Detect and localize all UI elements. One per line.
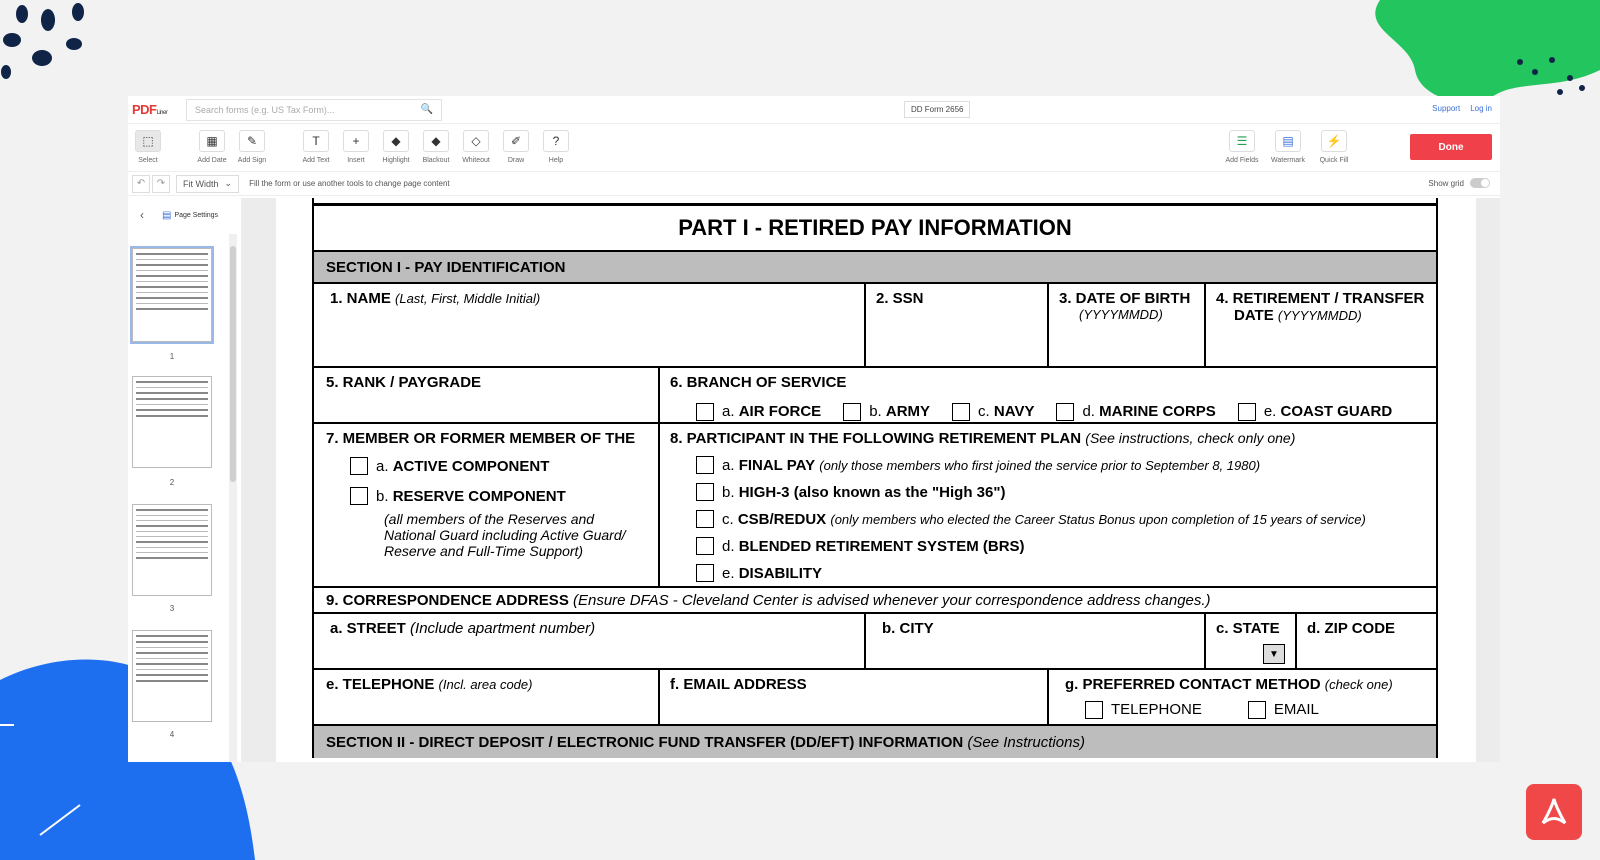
street-field[interactable]: a. STREET (Include apartment number) xyxy=(314,614,866,668)
undo-icon[interactable]: ↶ xyxy=(132,175,150,193)
telephone-field[interactable]: e. TELEPHONE (Incl. area code) xyxy=(314,670,660,724)
add-date-tool[interactable]: ▦ Add Date xyxy=(192,130,232,164)
checkbox[interactable] xyxy=(1238,403,1256,421)
fields-icon: ☰ xyxy=(1229,130,1255,152)
checkbox[interactable] xyxy=(696,510,714,528)
retirement-plan: 8. PARTICIPANT IN THE FOLLOWING RETIREMENT PLAN (See instructions, check only one) a. FINAL PAY (only those members who first joined the service prior to September 8, 1980) b. HIGH-3 (also known as the "High 36") c. CSB/REDUX (only members who elected the Career Status Bonus upon completion of 15 years of service) d. BLENDED RETIREMENT SYSTEM (BRS) e. DISABILITY xyxy=(660,424,1436,586)
text-icon: T xyxy=(303,130,329,152)
eraser-icon: ◇ xyxy=(463,130,489,152)
page-number: 4 xyxy=(169,730,175,739)
checkbox[interactable] xyxy=(696,456,714,474)
branch-option-marine-corps[interactable]: d. MARINE CORPS xyxy=(1056,403,1215,421)
plan-option-csb-redux[interactable]: c. CSB/REDUX (only members who elected the Career Status Bonus upon completion of 15 years of service) xyxy=(696,510,1426,528)
plan-option-brs[interactable]: d. BLENDED RETIREMENT SYSTEM (BRS) xyxy=(696,537,1426,555)
component-option-active[interactable]: a. ACTIVE COMPONENT xyxy=(350,457,648,475)
branch-option-navy[interactable]: c. NAVY xyxy=(952,403,1034,421)
ssn-field[interactable]: 2. SSN xyxy=(866,284,1049,366)
toolbar xyxy=(128,124,1500,172)
document-canvas xyxy=(242,198,1500,762)
pen-icon: ✐ xyxy=(503,130,529,152)
state-dropdown-icon[interactable]: ▼ xyxy=(1263,644,1285,664)
acrobat-icon xyxy=(1537,795,1571,829)
help-tool[interactable]: ? Help xyxy=(536,130,576,164)
branch-of-service: 6. BRANCH OF SERVICE a. AIR FORCE b. ARMY c. NAVY d. MARINE CORPS e. COAST GUARD xyxy=(670,374,1393,420)
checkbox[interactable] xyxy=(696,403,714,421)
pdf-page xyxy=(276,198,1476,762)
checkbox[interactable] xyxy=(696,483,714,501)
cursor-icon: ⬚ xyxy=(135,130,161,152)
reserve-note: (all members of the Reserves and National Guard including Active Guard/ Reserve and Full-Time Support) xyxy=(384,511,626,559)
part-title: PART I - RETIRED PAY INFORMATION xyxy=(314,206,1436,252)
add-sign-tool[interactable]: ✎ Add Sign xyxy=(232,130,272,164)
page-thumbnail-4[interactable] xyxy=(132,630,212,722)
search-input[interactable] xyxy=(186,99,442,121)
plan-option-disability[interactable]: e. DISABILITY xyxy=(696,564,1426,582)
done-button[interactable]: Done xyxy=(1410,134,1492,160)
help-icon: ? xyxy=(543,130,569,152)
checkbox[interactable] xyxy=(1248,701,1266,719)
select-tool[interactable]: ⬚ Select xyxy=(128,130,168,164)
redo-icon[interactable]: ↷ xyxy=(152,175,170,193)
page-number: 3 xyxy=(169,604,175,613)
add-fields-tool[interactable]: ☰ Add Fields xyxy=(1222,130,1262,164)
section-heading: SECTION II - DIRECT DEPOSIT / ELECTRONIC FUND TRANSFER (DD/EFT) INFORMATION (See Instructions) xyxy=(314,726,1436,758)
member-component: 7. MEMBER OR FORMER MEMBER OF THE a. ACTIVE COMPONENT b. RESERVE COMPONENT (all members of the Reserves and National Guard including Active Guard/ Reserve and Full-Time Support) xyxy=(314,424,660,586)
plan-option-final-pay[interactable]: a. FINAL PAY (only those members who first joined the service prior to September 8, 1980) xyxy=(696,456,1426,474)
plan-option-high-3[interactable]: b. HIGH-3 (also known as the "High 36") xyxy=(696,483,1426,501)
calendar-icon: ▦ xyxy=(199,130,225,152)
checkbox[interactable] xyxy=(952,403,970,421)
chevron-down-icon: ⌄ xyxy=(224,178,233,188)
decorative-dots-topleft xyxy=(0,0,110,90)
hint-text: Fill the form or use another tools to change page content xyxy=(249,179,450,188)
search-icon[interactable]: 🔍 xyxy=(420,104,433,115)
retirement-date-field[interactable]: 4. RETIREMENT / TRANSFER DATE (YYYYMMDD) xyxy=(1216,290,1425,324)
lightning-icon: ⚡ xyxy=(1321,130,1347,152)
whiteout-tool[interactable]: ◇ Whiteout xyxy=(456,130,496,164)
top-bar xyxy=(128,96,1500,124)
editor-window xyxy=(128,96,1500,762)
page-thumbnails-panel xyxy=(128,198,242,762)
component-option-reserve[interactable]: b. RESERVE COMPONENT xyxy=(350,487,648,505)
zip-code-field[interactable]: d. ZIP CODE xyxy=(1307,620,1396,637)
preferred-contact-method: g. PREFERRED CONTACT METHOD (check one) TELEPHONE EMAIL xyxy=(1065,676,1393,718)
page-settings-icon: ▤ xyxy=(162,209,172,221)
show-grid-label: Show grid xyxy=(1428,178,1464,188)
page-number: 2 xyxy=(169,478,175,487)
page-settings-button[interactable]: ▤ Page Settings xyxy=(162,209,219,221)
add-text-tool[interactable]: T Add Text xyxy=(296,130,336,164)
dd-form-2656 xyxy=(312,198,1438,758)
thumbnail-scrollbar[interactable] xyxy=(229,234,237,762)
highlight-tool[interactable]: ◆ Highlight xyxy=(376,130,416,164)
checkbox[interactable] xyxy=(350,487,368,505)
watermark-tool[interactable]: ▤ Watermark xyxy=(1268,130,1308,164)
page-thumbnail-3[interactable] xyxy=(132,504,212,596)
page-thumbnail-1[interactable] xyxy=(132,248,212,342)
decorative-green-blob xyxy=(1320,0,1600,100)
plus-icon: + xyxy=(343,130,369,152)
contact-option-email[interactable]: EMAIL xyxy=(1248,701,1319,719)
date-of-birth-field[interactable]: 3. DATE OF BIRTH (YYYYMMDD) xyxy=(1049,284,1206,366)
name-field[interactable]: 1. NAME (Last, First, Middle Initial) xyxy=(314,284,866,366)
contact-option-telephone[interactable]: TELEPHONE xyxy=(1085,701,1202,719)
app-logo[interactable]: PDFLiner xyxy=(132,102,168,117)
blackout-tool[interactable]: ◆ Blackout xyxy=(416,130,456,164)
insert-tool[interactable]: + Insert xyxy=(336,130,376,164)
quick-fill-tool[interactable]: ⚡ Quick Fill xyxy=(1314,130,1354,164)
checkbox[interactable] xyxy=(350,457,368,475)
zoom-select[interactable]: Fit Width ⌄ xyxy=(176,175,239,193)
page-thumbnail-2[interactable] xyxy=(132,376,212,468)
draw-tool[interactable]: ✐ Draw xyxy=(496,130,536,164)
collapse-panel-icon[interactable]: ‹ xyxy=(140,208,144,222)
branch-option-army[interactable]: b. ARMY xyxy=(843,403,930,421)
checkbox[interactable] xyxy=(696,564,714,582)
document-title: DD Form 2656 xyxy=(904,101,970,118)
state-field[interactable]: c. STATE ▼ xyxy=(1206,614,1297,668)
pdf-logo-badge xyxy=(1526,784,1582,840)
rank-paygrade-field[interactable]: 5. RANK / PAYGRADE xyxy=(314,368,660,422)
scrollbar-thumb[interactable] xyxy=(230,246,236,482)
support-link[interactable]: Support xyxy=(1432,104,1461,113)
checkbox[interactable] xyxy=(696,537,714,555)
section-heading: SECTION I - PAY IDENTIFICATION xyxy=(314,252,1436,284)
highlighter-icon: ◆ xyxy=(383,130,409,152)
watermark-icon: ▤ xyxy=(1275,130,1301,152)
checkbox[interactable] xyxy=(1085,701,1103,719)
show-grid-toggle[interactable] xyxy=(1470,178,1490,188)
blackout-icon: ◆ xyxy=(423,130,449,152)
correspondence-address-heading: 9. CORRESPONDENCE ADDRESS (Ensure DFAS - Cleveland Center is advised whenever your correspondence address changes.) xyxy=(314,588,1436,614)
signature-icon: ✎ xyxy=(239,130,265,152)
login-link[interactable]: Log in xyxy=(1470,104,1492,113)
page-number: 1 xyxy=(169,352,175,361)
search-placeholder: Search forms (e.g. US Tax Form)... xyxy=(195,104,335,115)
sub-toolbar xyxy=(128,172,1500,196)
city-field[interactable]: b. CITY xyxy=(866,614,1206,668)
branch-option-air-force[interactable]: a. AIR FORCE xyxy=(696,403,821,421)
branch-option-coast-guard[interactable]: e. COAST GUARD xyxy=(1238,403,1392,421)
checkbox[interactable] xyxy=(843,403,861,421)
email-field[interactable]: f. EMAIL ADDRESS xyxy=(660,670,1049,724)
checkbox[interactable] xyxy=(1056,403,1074,421)
